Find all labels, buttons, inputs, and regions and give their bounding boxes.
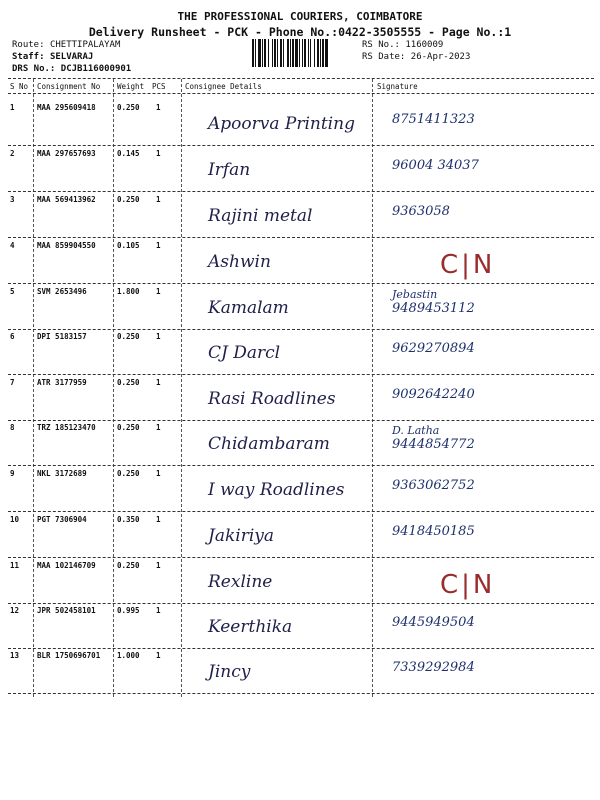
row-pcs: 1 — [156, 241, 161, 250]
row-rule — [8, 557, 594, 558]
row-sno: 4 — [10, 241, 15, 250]
row-sno: 7 — [10, 378, 15, 387]
row-sno: 9 — [10, 469, 15, 478]
staff-line — [12, 52, 93, 62]
company-title: THE PROFESSIONAL COURIERS, COIMBATORE — [177, 10, 423, 23]
row-signature — [392, 424, 475, 452]
row-weight: 0.350 — [117, 515, 140, 524]
row-pcs: 1 — [156, 149, 161, 158]
row-weight: 0.105 — [117, 241, 140, 250]
row-sno: 10 — [10, 515, 20, 524]
row-consignee: Jakiriya — [208, 526, 274, 546]
row-rule — [8, 283, 594, 284]
signature-phone: 9363058 — [392, 204, 450, 219]
col-pcs: PCS — [152, 82, 166, 91]
signature-phone: 9418450185 — [392, 524, 475, 539]
col-weight: Weight — [117, 82, 145, 91]
row-signature — [392, 660, 475, 675]
cn-mark: C|N — [440, 570, 496, 600]
row-rule — [8, 237, 594, 238]
signature-phone: 9092642240 — [392, 387, 475, 402]
row-sno: 12 — [10, 606, 20, 615]
row-rule — [8, 465, 594, 466]
row-weight: 0.250 — [117, 195, 140, 204]
row-consignee: Ashwin — [208, 252, 271, 272]
row-consignment-no: MAA 102146709 — [37, 561, 96, 570]
signature-phone: 9444854772 — [392, 437, 475, 452]
col-consignee: Consignee Details — [185, 82, 262, 91]
signature-name: Jebastin — [392, 288, 438, 301]
signature-name: D. Latha — [392, 424, 440, 437]
row-rule — [8, 191, 594, 192]
drs-line — [12, 64, 131, 74]
route-label: Route: — [12, 40, 45, 50]
row-signature — [392, 478, 475, 493]
row-sno: 2 — [10, 149, 15, 158]
row-weight: 0.250 — [117, 423, 140, 432]
table-header-rule — [8, 93, 594, 94]
row-consignee: Kamalam — [208, 298, 289, 318]
row-signature — [440, 570, 495, 600]
row-consignment-no: TRZ 185123470 — [37, 423, 96, 432]
col-signature: Signature — [377, 82, 418, 91]
signature-phone: 9445949504 — [392, 615, 475, 630]
row-rule — [8, 420, 594, 421]
row-pcs: 1 — [156, 651, 161, 660]
signature-phone: 9363062752 — [392, 478, 475, 493]
route-value: CHETTIPALAYAM — [49, 40, 121, 50]
row-weight: 0.995 — [117, 606, 140, 615]
row-consignee: CJ Darcl — [208, 343, 281, 363]
row-weight: 0.145 — [117, 149, 140, 158]
row-consignee: Jincy — [208, 662, 251, 682]
rs-date-line — [362, 52, 470, 62]
row-signature — [392, 112, 475, 127]
rs-no-label: RS No.: — [362, 40, 400, 50]
route-line — [12, 40, 120, 50]
signature-phone: 9489453112 — [392, 301, 475, 316]
row-consignment-no: JPR 502458101 — [37, 606, 96, 615]
row-consignment-no: NKL 3172689 — [37, 469, 87, 478]
row-consignee: Rexline — [208, 572, 273, 592]
col-sno: S No — [10, 82, 29, 91]
row-consignment-no: MAA 859904550 — [37, 241, 96, 250]
row-pcs: 1 — [156, 469, 161, 478]
row-weight: 0.250 — [117, 378, 140, 387]
row-weight: 1.800 — [117, 287, 140, 296]
row-pcs: 1 — [156, 332, 161, 341]
rs-date-value: 26-Apr-2023 — [410, 52, 471, 62]
drs-value: DCJB116000901 — [60, 64, 132, 74]
table-top-rule — [8, 78, 594, 79]
signature-phone: 9629270894 — [392, 341, 475, 356]
row-rule — [8, 693, 594, 694]
row-consignee: Keerthika — [208, 617, 293, 637]
row-signature — [392, 204, 450, 219]
row-consignee: Rajini metal — [208, 206, 313, 226]
row-signature — [392, 615, 475, 630]
row-rule — [8, 603, 594, 604]
row-sno: 13 — [10, 651, 20, 660]
row-consignment-no: SVM 2653496 — [37, 287, 87, 296]
row-signature — [392, 387, 475, 402]
row-consignment-no: MAA 295609418 — [37, 103, 96, 112]
row-signature — [440, 250, 495, 280]
row-pcs: 1 — [156, 606, 161, 615]
divider-pcs — [181, 79, 182, 697]
row-sno: 1 — [10, 103, 15, 112]
row-pcs: 1 — [156, 515, 161, 524]
row-consignee: Chidambaram — [208, 434, 330, 454]
row-consignee: Apoorva Printing — [208, 114, 355, 134]
row-pcs: 1 — [156, 287, 161, 296]
row-consignment-no: PGT 7306904 — [37, 515, 87, 524]
row-sno: 5 — [10, 287, 15, 296]
signature-phone: 8751411323 — [392, 112, 475, 127]
row-pcs: 1 — [156, 561, 161, 570]
signature-phone: 7339292984 — [392, 660, 475, 675]
row-sno: 6 — [10, 332, 15, 341]
row-weight: 0.250 — [117, 561, 140, 570]
cn-mark: C|N — [440, 250, 496, 280]
signature-phone: 96004 34037 — [392, 158, 479, 173]
divider-consignee — [372, 79, 373, 697]
row-weight: 0.250 — [117, 469, 140, 478]
row-weight: 0.250 — [117, 103, 140, 112]
row-sno: 11 — [10, 561, 20, 570]
row-pcs: 1 — [156, 195, 161, 204]
rs-no-line — [362, 40, 443, 50]
row-rule — [8, 648, 594, 649]
runsheet-title: Delivery Runsheet - PCK - Phone No.:0422-3505555 - Page No.:1 — [88, 25, 512, 39]
staff-value: SELVARAJ — [49, 52, 94, 62]
col-consignment: Consignment No — [37, 82, 101, 91]
row-sno: 8 — [10, 423, 15, 432]
rs-no-value: 1160009 — [405, 40, 444, 50]
row-signature — [392, 341, 475, 356]
row-pcs: 1 — [156, 423, 161, 432]
row-consignment-no: DPI 5183157 — [37, 332, 87, 341]
row-consignment-no: BLR 1750696701 — [37, 651, 101, 660]
divider-sno — [33, 79, 34, 697]
row-rule — [8, 374, 594, 375]
row-signature — [392, 158, 479, 173]
row-signature — [392, 288, 475, 316]
row-consignee: Rasi Roadlines — [208, 389, 336, 409]
staff-label: Staff: — [12, 52, 45, 62]
drs-label: DRS No.: — [12, 64, 56, 74]
row-consignee: Irfan — [208, 160, 251, 180]
barcode — [252, 39, 356, 67]
row-pcs: 1 — [156, 103, 161, 112]
row-signature — [392, 524, 475, 539]
row-consignment-no: MAA 569413962 — [37, 195, 96, 204]
row-rule — [8, 511, 594, 512]
row-weight: 0.250 — [117, 332, 140, 341]
row-consignee: I way Roadlines — [208, 480, 345, 500]
row-pcs: 1 — [156, 378, 161, 387]
row-sno: 3 — [10, 195, 15, 204]
row-consignment-no: ATR 3177959 — [37, 378, 87, 387]
row-rule — [8, 145, 594, 146]
rs-date-label: RS Date: — [362, 52, 406, 62]
row-weight: 1.000 — [117, 651, 140, 660]
row-consignment-no: MAA 297657693 — [37, 149, 96, 158]
divider-consignment — [113, 79, 114, 697]
row-rule — [8, 329, 594, 330]
